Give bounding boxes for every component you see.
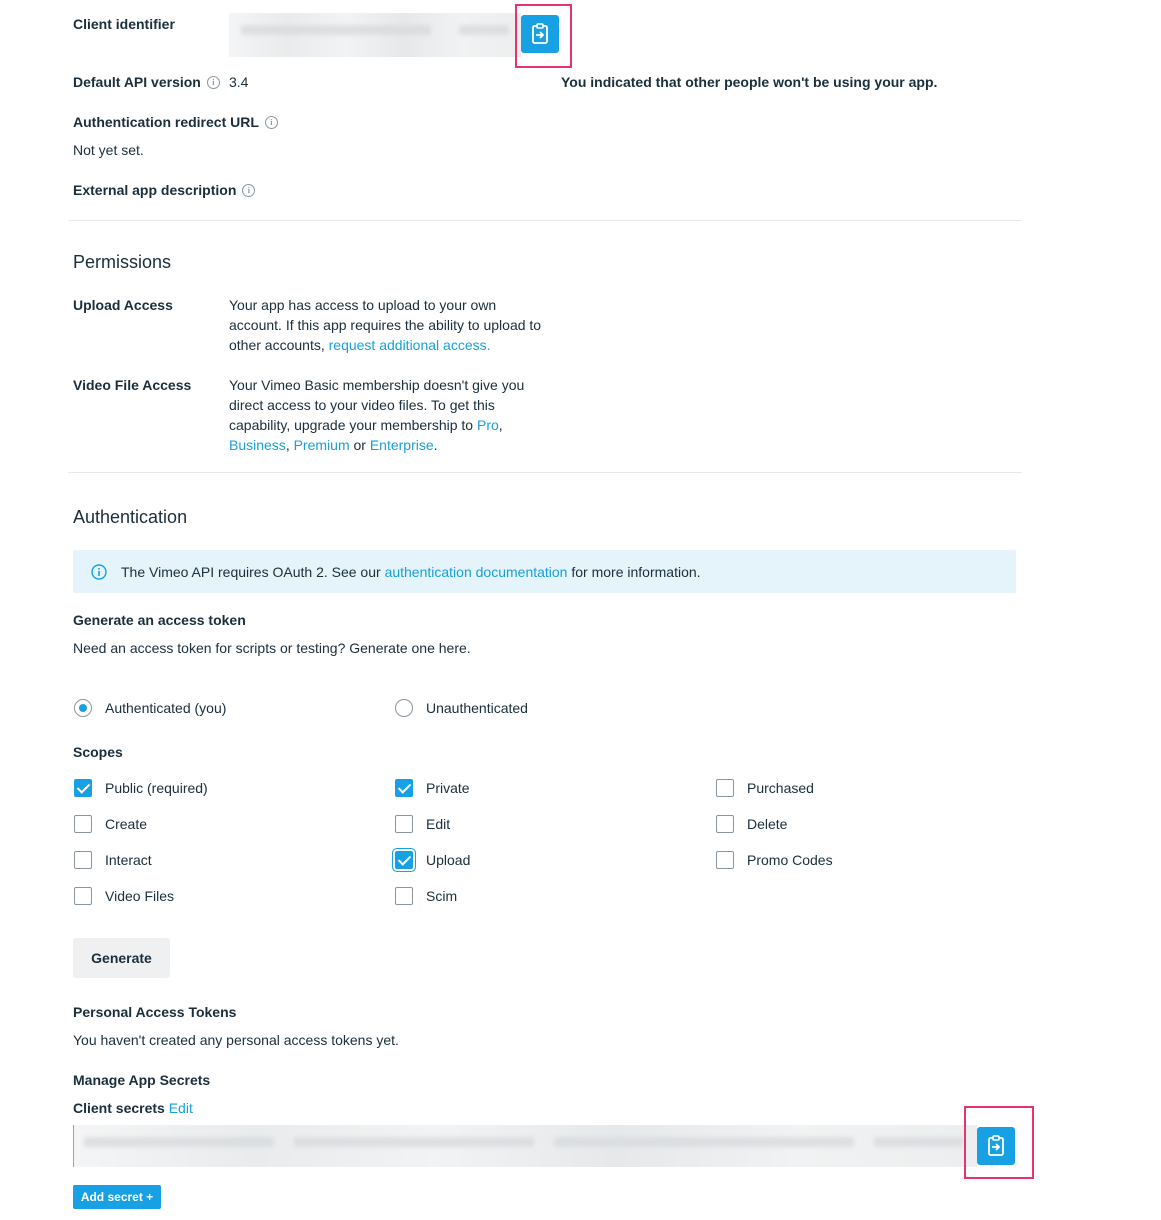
scopes-title: Scopes [73, 744, 123, 760]
highlight-box-client-secret [964, 1106, 1034, 1179]
scope-video-files-label[interactable]: Video Files [105, 888, 175, 904]
redirect-url-label: Authentication redirect URL i [73, 114, 278, 130]
scope-edit-label[interactable]: Edit [426, 816, 451, 832]
pat-title: Personal Access Tokens [73, 1004, 237, 1020]
client-secrets-label: Client secrets Edit [73, 1100, 193, 1116]
secrets-title: Manage App Secrets [73, 1072, 211, 1088]
generate-button[interactable]: Generate [73, 938, 170, 978]
divider [68, 472, 1022, 473]
premium-link[interactable]: Premium [293, 437, 350, 453]
pro-link[interactable]: Pro [476, 417, 499, 433]
scope-scim-label[interactable]: Scim [426, 888, 458, 904]
pat-desc: You haven't created any personal access tokens yet. [73, 1032, 399, 1048]
highlight-box-client-id [515, 4, 572, 68]
edit-secrets-link[interactable]: Edit [168, 1100, 193, 1116]
generate-token-desc: Need an access token for scripts or testing? Generate one here. [73, 640, 471, 656]
upload-access-text: Your app has access to upload to your own account. If this app requires the ability to upload to other accounts, request additional access. [229, 297, 542, 353]
scope-private-checkbox[interactable] [395, 779, 413, 797]
radio-unauthenticated[interactable] [395, 699, 413, 717]
scope-private-label[interactable]: Private [426, 780, 470, 796]
permissions-title: Permissions [73, 252, 172, 272]
scope-public-label[interactable]: Public (required) [105, 780, 208, 796]
video-file-access-label: Video File Access [73, 377, 192, 393]
scope-interact-checkbox[interactable] [74, 851, 92, 869]
radio-authenticated[interactable] [74, 699, 92, 717]
divider [68, 220, 1022, 221]
client-secret-field[interactable] [73, 1125, 977, 1167]
oauth-info-banner [73, 550, 1016, 593]
scope-delete-label[interactable]: Delete [747, 816, 788, 832]
business-link[interactable]: Business [229, 437, 286, 453]
radio-unauthenticated-label[interactable]: Unauthenticated [426, 700, 528, 716]
authentication-title: Authentication [73, 507, 188, 527]
add-secret-button[interactable]: Add secret + [73, 1185, 161, 1209]
video-file-access-text: Your Vimeo Basic membership doesn't give you direct access to your video files. To get this capability, upgrade your membership to Pro, Business, Premium or Enterprise. [229, 377, 525, 453]
scope-purchased-label[interactable]: Purchased [747, 780, 814, 796]
scope-purchased-checkbox[interactable] [716, 779, 734, 797]
scope-delete-checkbox[interactable] [716, 815, 734, 833]
scope-video-files-checkbox[interactable] [74, 887, 92, 905]
info-circle-icon[interactable]: i [207, 76, 220, 89]
external-description-label: External app description i [73, 182, 255, 198]
default-api-version-value: 3.4 [229, 74, 249, 90]
scope-upload-checkbox[interactable] [395, 851, 413, 869]
client-identifier-field[interactable] [229, 13, 521, 57]
scope-create-checkbox[interactable] [74, 815, 92, 833]
redirect-url-value: Not yet set. [73, 142, 144, 158]
scope-promo-codes-label[interactable]: Promo Codes [747, 852, 833, 868]
scope-edit-checkbox[interactable] [395, 815, 413, 833]
other-people-note: You indicated that other people won't be using your app. [561, 74, 938, 90]
banner-text: The Vimeo API requires OAuth 2. See our authentication documentation for more information. [121, 564, 701, 580]
scope-public-checkbox[interactable] [74, 779, 92, 797]
info-circle-icon[interactable]: i [265, 116, 278, 129]
auth-docs-link[interactable]: authentication documentation [384, 564, 568, 580]
info-circle-icon[interactable]: i [242, 184, 255, 197]
client-identifier-label: Client identifier [73, 16, 175, 32]
enterprise-link[interactable]: Enterprise [369, 437, 434, 453]
scope-interact-label[interactable]: Interact [105, 852, 152, 868]
generate-token-title: Generate an access token [73, 612, 246, 628]
default-api-version-label: Default API version i [73, 74, 220, 90]
scope-scim-checkbox[interactable] [395, 887, 413, 905]
scope-create-label[interactable]: Create [105, 816, 148, 832]
scope-promo-codes-checkbox[interactable] [716, 851, 734, 869]
scope-upload-label[interactable]: Upload [426, 852, 471, 868]
request-access-link[interactable]: request additional access. [328, 337, 491, 353]
info-circle-icon [91, 564, 107, 580]
radio-authenticated-label[interactable]: Authenticated (you) [105, 700, 227, 716]
upload-access-label: Upload Access [73, 297, 173, 313]
